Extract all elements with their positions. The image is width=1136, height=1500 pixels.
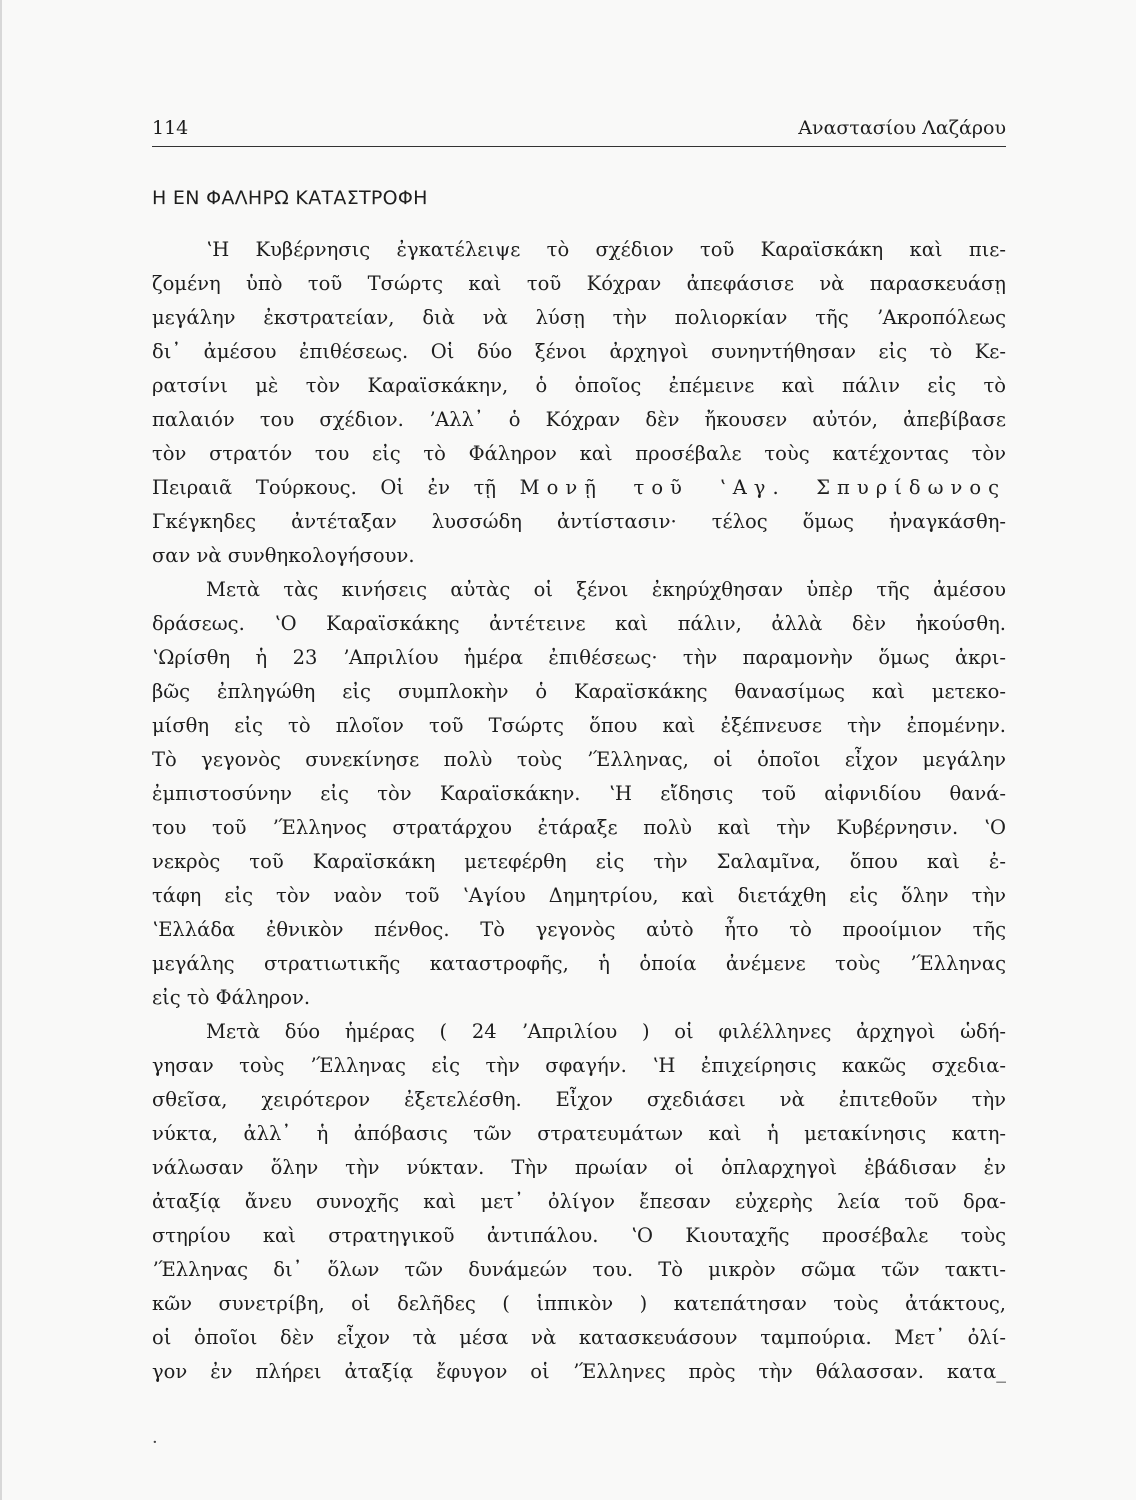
page-number: 114 [152, 117, 189, 139]
text-line: βῶς ἐπληγώθη εἰς συμπλοκὴν ὁ Καραϊσκάκης θανασίμως καὶ μετεκο- [152, 680, 1006, 703]
text-line: του τοῦ ʼΈλληνος στρατάρχου ἐτάραξε πολὺ καὶ τὴν Κυβέρνησιν. ʽΟ [152, 816, 1006, 839]
text-line: ζομένη ὑπὸ τοῦ Τσώρτς καὶ τοῦ Κόχραν ἀπεφάσισε νὰ παρασκευάσῃ [152, 272, 1006, 295]
section-title: Η ΕΝ ΦΑΛΗΡΩ ΚΑΤΑΣΤΡΟΦΗ [152, 187, 428, 209]
text-line: δι᾿ ἀμέσου ἐπιθέσεως. Οἱ δύο ξένοι ἀρχηγοὶ συνηντήθησαν εἰς τὸ Κε- [152, 340, 1006, 363]
text-line: γον ἐν πλήρει ἀταξίᾳ ἔφυγον οἱ ʼΈλληνες πρὸς τὴν θάλασσαν. κατα_ [152, 1360, 1006, 1383]
text-line: ʽΩρίσθη ἡ 23 ʼΑπριλίου ἡμέρα ἐπιθέσεως· τὴν παραμονὴν ὅμως ἀκρι- [152, 646, 1006, 669]
text-line [152, 471, 1006, 505]
text-line: ʽΗ Κυβέρνησις ἐγκατέλειψε τὸ σχέδιον τοῦ Καραϊσκάκη καὶ πιε- [206, 238, 1006, 261]
text-line: ρατσίνι μὲ τὸν Καραϊσκάκην, ὁ ὁποῖος ἐπέμεινε καὶ πάλιν εἰς τὸ [152, 374, 1006, 397]
header-rule [152, 146, 1006, 147]
text-line: ἐμπιστοσύνην εἰς τὸν Καραϊσκάκην. ʽΗ εἴδησις τοῦ αἰφνιδίου θανά- [152, 782, 1006, 805]
text-line: ἀταξίᾳ ἄνευ συνοχῆς καὶ μετ᾿ ὀλίγον ἔπεσαν εὐχερὴς λεία τοῦ δρα- [152, 1190, 1006, 1213]
text-line: νάλωσαν ὅλην τὴν νύκταν. Τὴν πρωίαν οἱ ὁπλαρχηγοὶ ἐβάδισαν ἐν [152, 1156, 1006, 1179]
text-line: μεγάλην ἐκστρατείαν, διὰ νὰ λύσῃ τὴν πολιορκίαν τῆς ʼΑκροπόλεως [152, 306, 1006, 329]
text-line: σθεῖσα, χειρότερον ἐξετελέσθη. Εἶχον σχεδιάσει νὰ ἐπιτεθοῦν τὴν [152, 1088, 1006, 1111]
text-line: ʼΈλληνας δι᾿ ὅλων τῶν δυνάμεών του. Τὸ μικρὸν σῶμα τῶν τακτι- [152, 1258, 1006, 1281]
text-line: κῶν συνετρίβη, οἱ δελῆδες ( ἱππικὸν ) κατεπάτησαν τοὺς ἀτάκτους, [152, 1292, 1006, 1315]
text-line: μίσθη εἰς τὸ πλοῖον τοῦ Τσώρτς ὅπου καὶ ἐξέπνευσε τὴν ἐπομένην. [152, 714, 1006, 737]
spaced-text: Μονῇ τοῦ ʽΑγ. Σπυρίδωνος [519, 476, 1006, 499]
text-line: στηρίου καὶ στρατηγικοῦ ἀντιπάλου. ʽΟ Κιουταχῆς προσέβαλε τοὺς [152, 1224, 1006, 1247]
text-line: γησαν τοὺς ʼΈλληνας εἰς τὴν σφαγήν. ʽΗ ἐπιχείρησις κακῶς σχεδια- [152, 1054, 1006, 1077]
text-line: τὸν στρατόν του εἰς τὸ Φάληρον καὶ προσέβαλε τοὺς κατέχοντας τὸν [152, 442, 1006, 465]
text-line: Γκέγκηδες ἀντέταξαν λυσσώδη ἀντίστασιν· τέλος ὅμως ἠναγκάσθη- [152, 510, 1006, 533]
text-line: νεκρὸς τοῦ Καραϊσκάκη μετεφέρθη εἰς τὴν Σαλαμῖνα, ὅπου καὶ ἐ- [152, 850, 1006, 873]
text-line: σαν νὰ συνθηκολογήσουν. [152, 544, 415, 567]
body-text [152, 233, 1006, 1389]
text-line: Τὸ γεγονὸς συνεκίνησε πολὺ τοὺς ʼΈλληνας, οἱ ὁποῖοι εἶχον μεγάλην [152, 748, 1006, 771]
text-line: παλαιόν του σχέδιον. ʼΑλλ᾿ ὁ Κόχραν δὲν ἤκουσεν αὐτόν, ἀπεβίβασε [152, 408, 1006, 431]
text-line: τάφη εἰς τὸν ναὸν τοῦ ʽΑγίου Δημητρίου, καὶ διετάχθη εἰς ὅλην τὴν [152, 884, 1006, 907]
text-line: δράσεως. ʽΟ Καραϊσκάκης ἀντέτεινε καὶ πάλιν, ἀλλὰ δὲν ἠκούσθη. [152, 612, 1006, 635]
page-header [152, 114, 1006, 142]
text-line: οἱ ὁποῖοι δὲν εἶχον τὰ μέσα νὰ κατασκευάσουν ταμπούρια. Μετ᾿ ὀλί- [152, 1326, 1006, 1349]
text-line: νύκτα, ἀλλ᾿ ἡ ἀπόβασις τῶν στρατευμάτων καὶ ἡ μετακίνησις κατη- [152, 1122, 1006, 1145]
text-line: ʽΕλλάδα ἐθνικὸν πένθος. Τὸ γεγονὸς αὐτὸ ἦτο τὸ προοίμιον τῆς [152, 918, 1006, 941]
text-segment: Πειραιᾶ Τούρκους. Οἱ ἐν τῇ [152, 476, 497, 499]
text-line: εἰς τὸ Φάληρον. [152, 986, 311, 1009]
running-head: Αναστασίου Λαζάρου [798, 117, 1006, 139]
text-line: μεγάλης στρατιωτικῆς καταστροφῆς, ἡ ὁποία ἀνέμενε τοὺς ʼΈλληνας [152, 952, 1006, 975]
stray-mark: · [152, 1432, 158, 1453]
scan-edge-mark [0, 0, 2, 1500]
text-line: Μετὰ δύο ἡμέρας ( 24 ʼΑπριλίου ) οἱ φιλέλληνες ἀρχηγοὶ ὡδή- [206, 1020, 1006, 1043]
text-line: Μετὰ τὰς κινήσεις αὐτὰς οἱ ξένοι ἐκηρύχθησαν ὑπὲρ τῆς ἀμέσου [206, 578, 1006, 601]
